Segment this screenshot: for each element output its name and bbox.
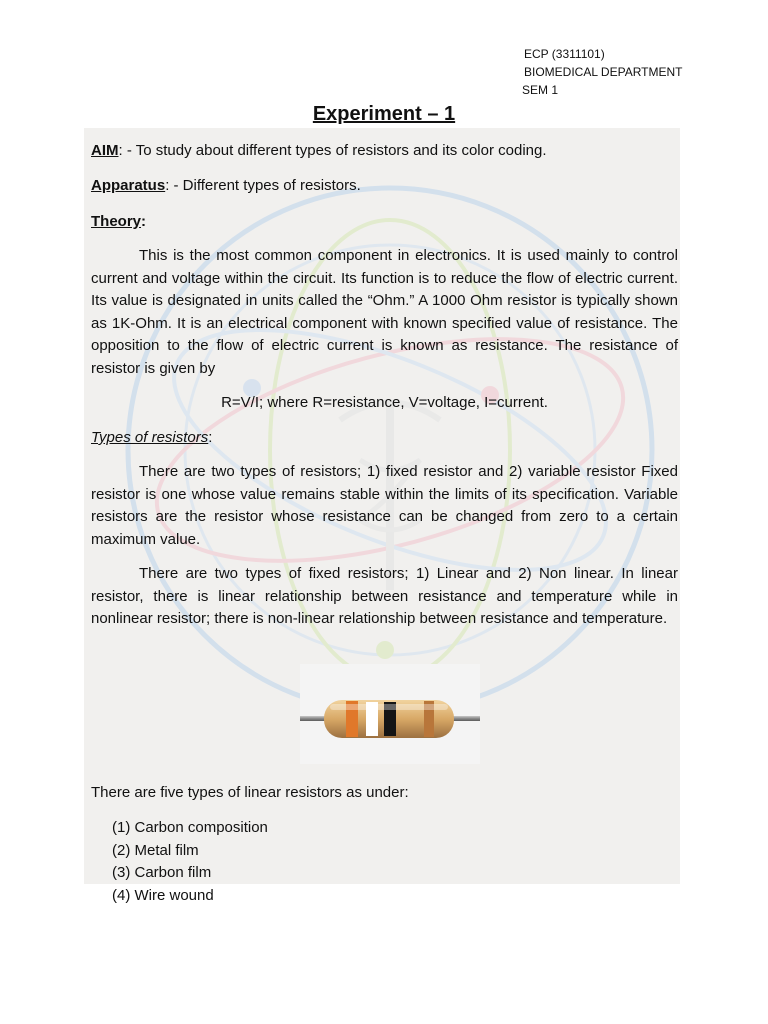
theory-colon: : — [141, 213, 147, 230]
list-item: (4) Wire wound — [112, 886, 214, 904]
types-heading — [91, 427, 678, 450]
resistance-formula: R=V/I; where R=resistance, V=voltage, I=current. — [221, 394, 548, 411]
linear-resistor-list — [112, 817, 268, 907]
course-header — [524, 45, 682, 99]
resistor-highlight — [330, 704, 448, 710]
course-code: ECP (3311101) — [524, 47, 605, 61]
types-heading-text: Types of resistors — [91, 429, 209, 446]
resistor-illustration — [300, 664, 480, 764]
list-item: (3) Carbon film — [112, 864, 212, 881]
aim-label: AIM — [91, 142, 119, 159]
resistor-image — [300, 664, 480, 764]
aim-text: : - To study about different types of resistors and its color coding. — [118, 142, 547, 159]
linear-intro: There are five types of linear resistors as under: — [91, 784, 409, 801]
theory-paragraph: This is the most common component in electronics. It is used mainly to control current and voltage within the circuit. Its function is to reduce the flow of electric current. Its value is designated in units called the “Ohm.” A 1000 Ohm resistor is typically shown as 1K-Ohm. It is an electrical component with known specified value of resistance. The opposition to the flow of electric current is known as resistance. The resistance of resistor is given by — [91, 247, 678, 377]
types-heading-colon: : — [208, 429, 213, 446]
department-name: BIOMEDICAL DEPARTMENT — [524, 65, 683, 79]
aim-line — [91, 140, 678, 163]
types-paragraph-2: There are two types of fixed resistors; 1) Linear and 2) Non linear. In linear resistor, there is linear relationship between resistance and temperature while in nonlinear resistor; there is non-linear relationship between resistance and temperature. — [91, 565, 678, 627]
page-title: Experiment – 1 — [312, 103, 456, 125]
theory-heading — [91, 211, 678, 234]
apparatus-text: : - Different types of resistors. — [165, 177, 361, 194]
apparatus-line — [91, 175, 678, 198]
list-item: (2) Metal film — [112, 841, 199, 859]
apparatus-label: Apparatus — [91, 177, 166, 194]
list-item: (1) Carbon composition — [112, 819, 268, 836]
semester: SEM 1 — [522, 83, 559, 97]
theory-label: Theory — [91, 213, 142, 230]
types-paragraph-1: There are two types of resistors; 1) fixed resistor and 2) variable resistor Fixed resistor is one whose value remains stable within the limits of its specification. Variable resistors are the resistor whose resistance can be changed from zero to a certain maximum value. — [91, 463, 678, 548]
